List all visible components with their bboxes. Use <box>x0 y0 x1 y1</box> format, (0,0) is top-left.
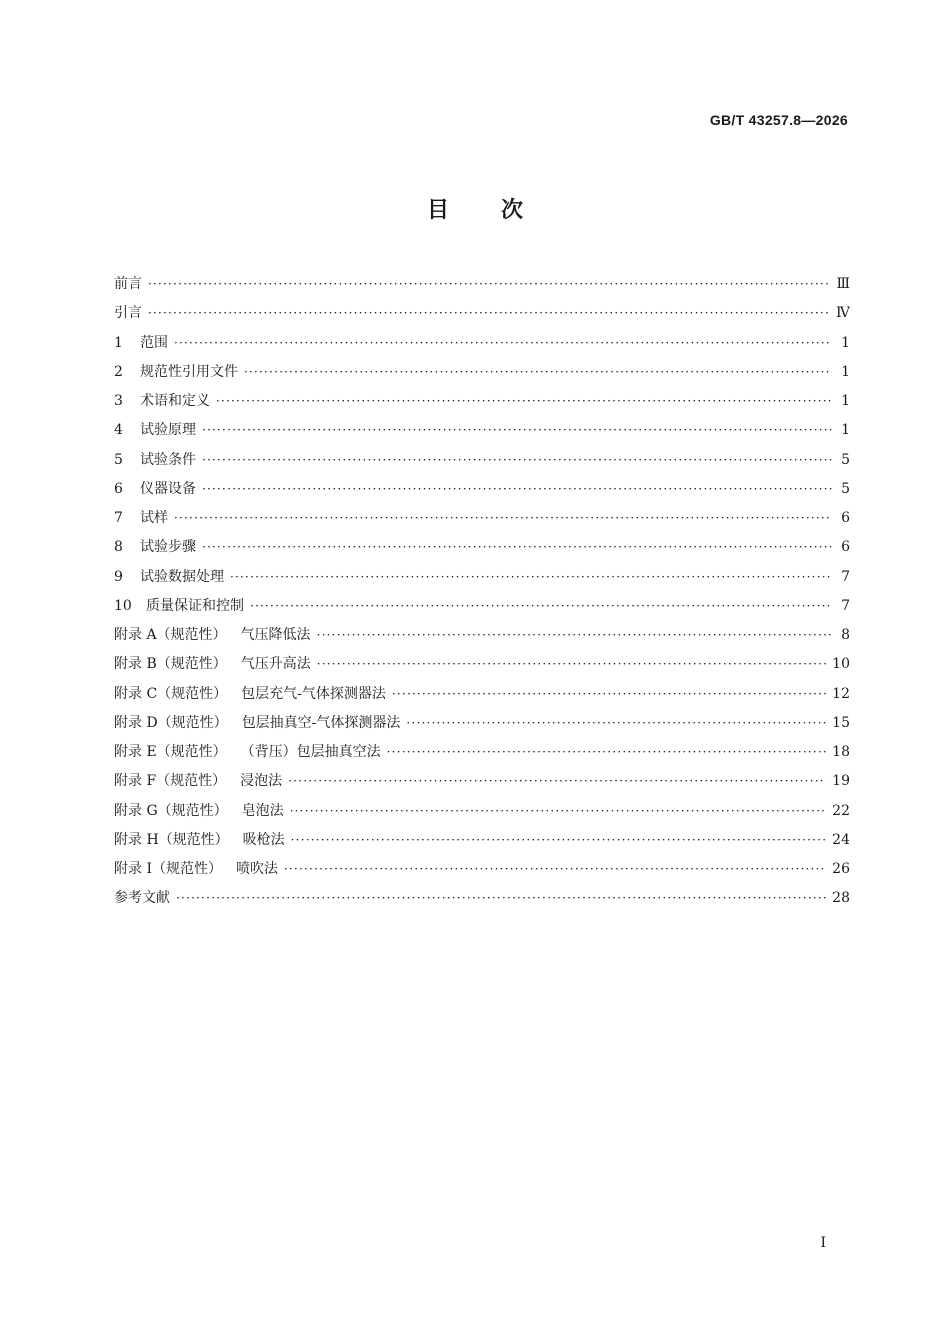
toc-entry-number: 6 <box>114 480 123 497</box>
toc-entry-number: 附录 I（规范性） <box>114 861 222 877</box>
toc-entry-page: 22 <box>832 802 850 819</box>
toc-entry-1[interactable] <box>114 329 850 358</box>
toc-entry-page: 1 <box>841 393 850 409</box>
toc-entry-label: 包层抽真空-气体探测器法 <box>241 714 401 731</box>
toc-entry-number: 5 <box>114 451 123 468</box>
toc-entry-annex-c[interactable] <box>114 680 850 709</box>
dot-leader <box>288 767 826 796</box>
toc-entry-number: 附录 D（规范性） <box>114 714 228 731</box>
dot-leader <box>406 709 826 738</box>
toc-entry-label: 包层充气-气体探测器法 <box>241 685 386 702</box>
dot-leader <box>250 592 832 621</box>
toc-entry-foreword[interactable] <box>114 270 850 299</box>
toc-entry-number: 附录 F（规范性） <box>114 773 227 790</box>
toc-entry-annex-e[interactable] <box>114 738 850 767</box>
toc-entry-page: 7 <box>841 568 850 585</box>
toc-entry-7[interactable] <box>114 504 850 533</box>
toc-entry-annex-b[interactable] <box>114 650 850 679</box>
toc-entry-number: 1 <box>114 334 123 351</box>
toc-entry-page: 18 <box>832 744 850 760</box>
toc-entry-page: 1 <box>841 363 850 380</box>
toc-entry-annex-d[interactable] <box>114 709 850 738</box>
toc-entry-label: 试验原理 <box>140 422 196 439</box>
toc-entry-label: 皂泡法 <box>241 802 284 819</box>
toc-entry-2[interactable] <box>114 358 850 387</box>
toc-entry-5[interactable] <box>114 446 850 475</box>
dot-leader <box>387 738 827 767</box>
toc-entry-number: 9 <box>114 568 123 585</box>
toc-entry-number: 10 <box>114 597 132 614</box>
title-char-2: 次 <box>501 198 524 223</box>
toc-entry-8[interactable] <box>114 533 850 562</box>
toc-entry-introduction[interactable] <box>114 299 850 328</box>
toc-entry-label: 气压升高法 <box>240 656 311 673</box>
toc-entry-page: 7 <box>841 597 850 614</box>
toc-entry-number: 2 <box>114 363 123 380</box>
dot-leader <box>244 358 832 387</box>
toc-entry-page: 19 <box>832 773 850 790</box>
toc-entry-annex-g[interactable] <box>114 797 850 826</box>
standard-number: GB/T 43257.8—2026 <box>709 112 848 128</box>
toc-entry-label: 试验数据处理 <box>140 568 224 585</box>
title-char-1: 目 <box>426 198 449 223</box>
dot-leader <box>148 270 830 299</box>
toc-entry-page: 5 <box>841 480 850 497</box>
toc-entry-label: 吸枪法 <box>242 831 285 848</box>
toc-entry-3[interactable] <box>114 387 850 416</box>
page-title <box>0 193 950 224</box>
dot-leader <box>148 299 830 328</box>
toc-entry-number: 附录 H（规范性） <box>114 831 229 848</box>
table-of-contents <box>114 270 850 914</box>
dot-leader <box>392 680 826 709</box>
toc-entry-page: 1 <box>841 422 850 439</box>
dot-leader <box>317 621 832 650</box>
toc-entry-label: 质量保证和控制 <box>146 597 244 614</box>
toc-entry-label: 术语和定义 <box>140 393 210 409</box>
toc-entry-annex-i[interactable] <box>114 855 850 884</box>
toc-entry-10[interactable] <box>114 592 850 621</box>
toc-entry-label: 气压降低法 <box>240 627 311 643</box>
dot-leader <box>202 533 832 562</box>
toc-entry-label: 前言 <box>114 276 142 292</box>
toc-entry-number: 7 <box>114 510 123 526</box>
toc-entry-annex-h[interactable] <box>114 826 850 855</box>
dot-leader <box>291 826 827 855</box>
toc-entry-page: 1 <box>841 334 850 351</box>
dot-leader <box>284 855 826 884</box>
toc-entry-number: 4 <box>114 422 123 439</box>
dot-leader <box>290 797 827 826</box>
toc-entry-number: 8 <box>114 539 123 556</box>
toc-entry-label: 范围 <box>140 334 168 351</box>
dot-leader <box>317 650 826 679</box>
toc-entry-page: Ⅳ <box>836 305 850 322</box>
dot-leader <box>230 563 832 592</box>
toc-entry-number: 附录 G（规范性） <box>114 802 228 819</box>
toc-entry-annex-a[interactable] <box>114 621 850 650</box>
dot-leader <box>174 329 832 358</box>
toc-entry-number: 附录 B（规范性） <box>114 656 227 673</box>
toc-entry-annex-f[interactable] <box>114 767 850 796</box>
toc-entry-number: 附录 C（规范性） <box>114 685 228 702</box>
dot-leader <box>202 416 832 445</box>
toc-entry-4[interactable] <box>114 416 850 445</box>
toc-entry-label: （背压）包层抽真空法 <box>240 744 381 760</box>
toc-entry-9[interactable] <box>114 563 850 592</box>
toc-entry-page: 15 <box>832 714 850 731</box>
dot-leader <box>202 475 832 504</box>
dot-leader <box>176 884 826 913</box>
toc-entry-label: 试样 <box>140 510 168 526</box>
toc-entry-page: 24 <box>832 831 850 848</box>
toc-entry-page: 26 <box>832 861 850 877</box>
toc-entry-label: 参考文献 <box>114 890 170 907</box>
toc-entry-page: 10 <box>832 656 850 673</box>
toc-entry-label: 浸泡法 <box>240 773 283 790</box>
dot-leader <box>216 387 832 416</box>
toc-entry-page: Ⅲ <box>836 276 850 292</box>
dot-leader <box>202 446 832 475</box>
toc-entry-page: 12 <box>832 685 850 702</box>
toc-entry-label: 仪器设备 <box>140 480 196 497</box>
toc-entry-page: 5 <box>841 451 850 468</box>
toc-entry-page: 28 <box>832 890 850 907</box>
toc-entry-label: 试验步骤 <box>140 539 196 556</box>
toc-entry-label: 规范性引用文件 <box>140 363 238 380</box>
toc-entry-number: 附录 E（规范性） <box>114 744 227 760</box>
toc-entry-number: 附录 A（规范性） <box>114 627 227 643</box>
toc-entry-label: 引言 <box>114 305 142 322</box>
toc-entry-label: 喷吹法 <box>235 861 278 877</box>
toc-entry-page: 6 <box>841 539 850 556</box>
toc-entry-label: 试验条件 <box>140 451 196 468</box>
page-number: I <box>820 1235 826 1251</box>
toc-entry-page: 6 <box>841 510 850 526</box>
toc-entry-bibliography[interactable] <box>114 884 850 913</box>
dot-leader <box>174 504 832 533</box>
toc-entry-number: 3 <box>114 393 123 409</box>
toc-entry-6[interactable] <box>114 475 850 504</box>
toc-entry-page: 8 <box>841 627 850 643</box>
